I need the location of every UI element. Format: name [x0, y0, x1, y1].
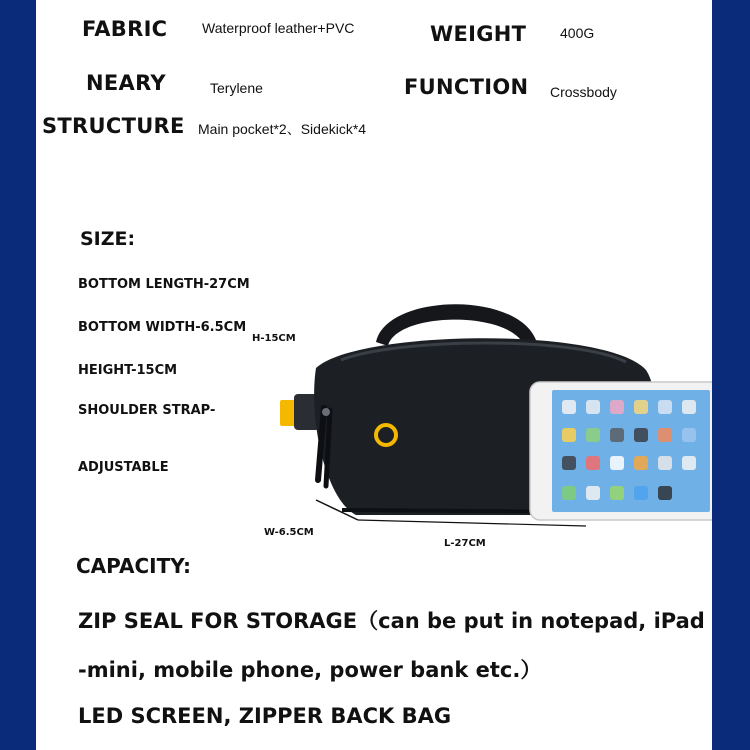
structure-value: Main pocket*2、Sidekick*4	[198, 121, 367, 137]
size-heading: SIZE:	[80, 228, 136, 250]
capacity-line-1: ZIP SEAL FOR STORAGE（can be put in notepad, iPad	[78, 609, 705, 633]
structure-label: STRUCTURE	[42, 114, 185, 138]
dimension-width: W-6.5CM	[264, 527, 314, 538]
product-spec-panel	[36, 0, 712, 750]
dimension-height: H-15CM	[252, 333, 296, 344]
capacity-line-3: LED SCREEN, ZIPPER BACK BAG	[78, 704, 452, 728]
fabric-label: FABRIC	[82, 17, 168, 41]
strap-buckle	[280, 400, 296, 426]
size-item: SHOULDER STRAP-	[78, 403, 216, 418]
function-label: FUNCTION	[404, 75, 529, 99]
fabric-value: Waterproof leather+PVC	[202, 20, 355, 36]
function-value: Crossbody	[550, 84, 617, 100]
size-item: ADJUSTABLE	[78, 460, 169, 475]
capacity-heading: CAPACITY:	[76, 554, 191, 578]
neary-label: NEARY	[86, 71, 166, 95]
size-item: HEIGHT-15CM	[78, 363, 178, 378]
dimension-length: L-27CM	[444, 538, 486, 549]
capacity-line-2: -mini, mobile phone, power bank etc.）	[78, 658, 542, 682]
weight-label: WEIGHT	[430, 22, 527, 46]
weight-value: 400G	[560, 25, 595, 41]
size-item: BOTTOM LENGTH-27CM	[78, 277, 250, 292]
product-illustration	[246, 290, 712, 560]
size-item: BOTTOM WIDTH-6.5CM	[78, 320, 247, 335]
neary-value: Terylene	[210, 80, 263, 96]
